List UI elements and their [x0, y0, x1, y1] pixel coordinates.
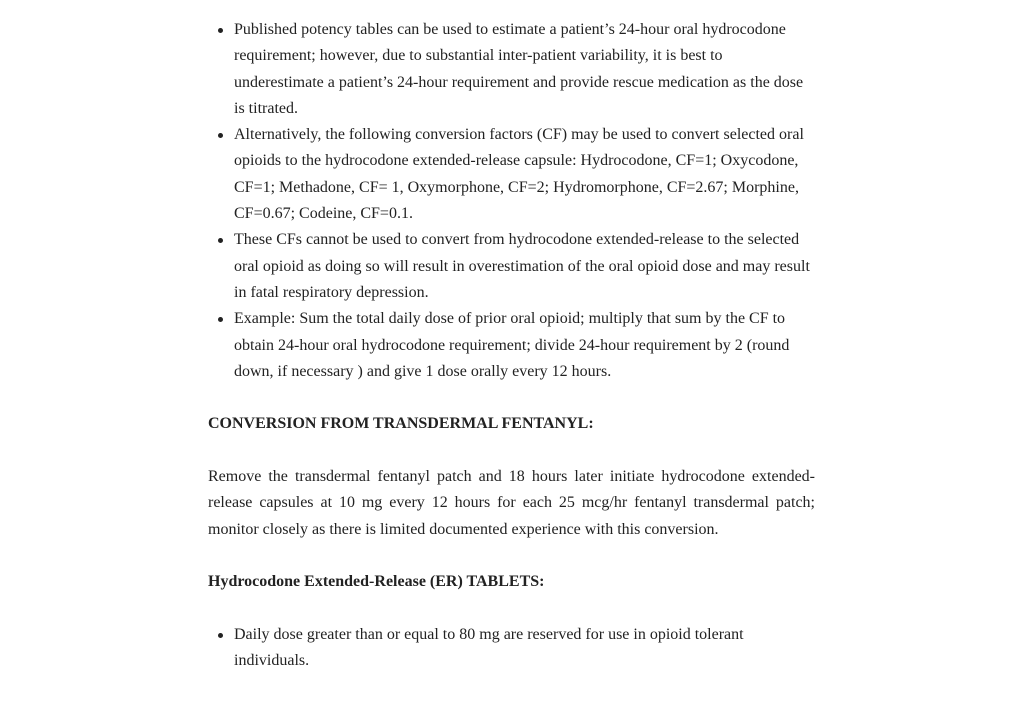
list-item: Published potency tables can be used to estimate a patient’s 24-hour oral hydrocodone requirement; however, due to substantial inter-patient variability, it is best to underestimate a patient’s 24-hour requirement and provide rescue medication as the dose is titrated. — [234, 17, 815, 122]
list-item: These CFs cannot be used to convert from hydrocodone extended-release to the selected oral opioid as doing so will result in overestimation of the oral opioid dose and may result in fatal respiratory depression. — [234, 227, 815, 306]
conversion-bullet-list — [208, 17, 815, 385]
spacer — [208, 438, 815, 464]
section-heading-fentanyl: CONVERSION FROM TRANSDERMAL FENTANYL: — [208, 415, 594, 433]
spacer — [208, 543, 815, 569]
spacer — [208, 385, 815, 411]
document-body — [208, 17, 815, 674]
section-heading-er-tablets: Hydrocodone Extended-Release (ER) TABLETS: — [208, 573, 545, 591]
spacer — [208, 596, 815, 622]
list-item: Daily dose greater than or equal to 80 mg are reserved for use in opioid tolerant individuals. — [234, 622, 815, 675]
list-item: Alternatively, the following conversion factors (CF) may be used to convert selected oral opioids to the hydrocodone extended-release capsule: Hydrocodone, CF=1; Oxycodone, CF=1; Methadone, CF= 1, Oxymorphone, CF=2; Hydromorphone, CF=2.67; Morphine, CF=0.67; Codeine, CF=0.1. — [234, 122, 815, 227]
fentanyl-paragraph: Remove the transdermal fentanyl patch and 18 hours later initiate hydrocodone extended-release capsules at 10 mg every 12 hours for each 25 mcg/hr fentanyl transdermal patch; monitor closely as there is limited documented experience with this conversion. — [208, 468, 815, 538]
list-item: Example: Sum the total daily dose of prior oral opioid; multiply that sum by the CF to obtain 24-hour oral hydrocodone requirement; divide 24-hour requirement by 2 (round down, if necessary ) and give 1 dose orally every 12 hours. — [234, 306, 815, 385]
er-tablets-bullet-list — [208, 622, 815, 675]
